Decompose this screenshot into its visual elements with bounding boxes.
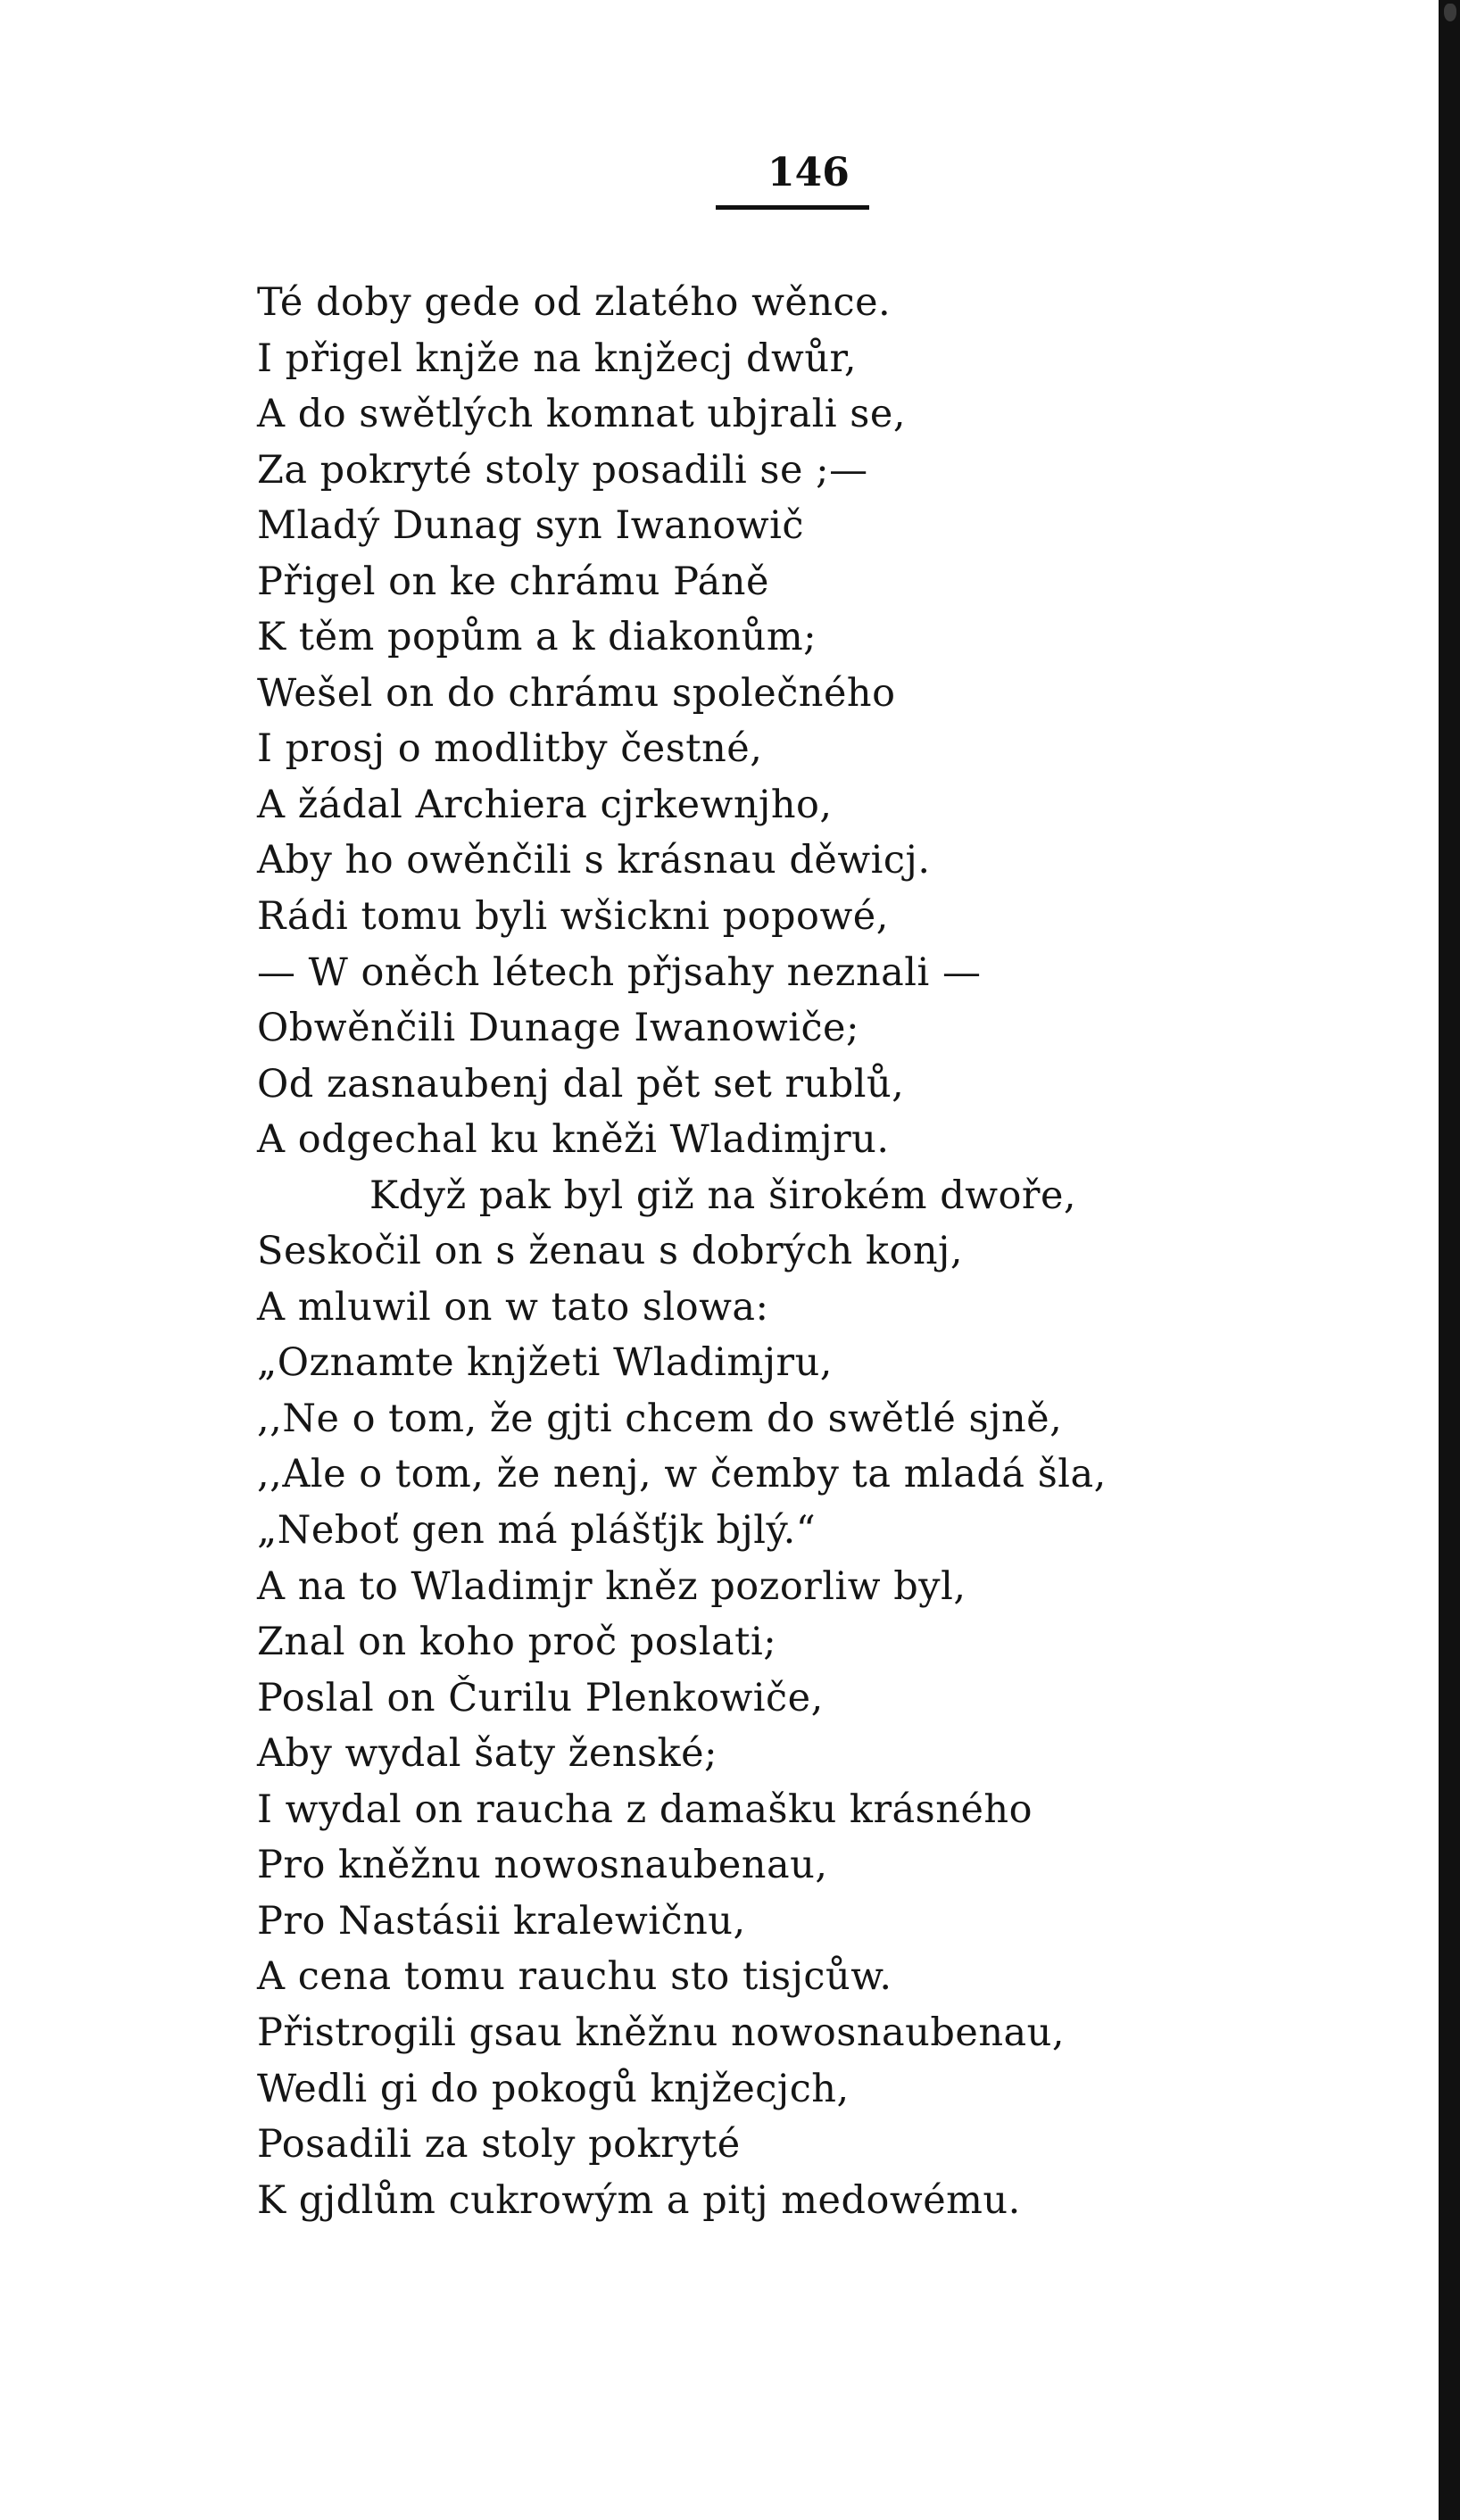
poem-line: Posadili za stoly pokryté	[257, 2122, 741, 2168]
poem-line: Wešel on do chrámu společného	[257, 670, 896, 716]
poem-line: Od zasnaubenj dal pět set rublů,	[257, 1061, 905, 1107]
poem-line: K gjdlům cukrowým a pitj medowému.	[257, 2177, 1021, 2223]
poem-line: Za pokryté stoly posadili se ;—	[257, 447, 868, 493]
poem-line: Wedli gi do pokogů knjžecjch,	[257, 2066, 850, 2111]
poem-line: Pro Nastásii kralewičnu,	[257, 1898, 746, 1944]
poem-line: Znal on koho proč poslati;	[257, 1620, 777, 1665]
poem-line: I prosj o modlitby čestné,	[257, 726, 763, 772]
poem-line: Té doby gede od zlatého wěnce.	[257, 280, 892, 325]
poem-line: Seskočil on s ženau s dobrých konj,	[257, 1229, 964, 1274]
poem-line: Když pak byl giž na širokém dwoře,	[369, 1173, 1077, 1218]
poem-text	[257, 275, 1203, 2228]
poem-line: Přigel on ke chrámu Páně	[257, 559, 769, 604]
poem-line: „Neboť gen má plášťjk bjlý.“	[257, 1508, 817, 1554]
poem-line: Obwěnčili Dunage Iwanowiče;	[257, 1006, 859, 1051]
page-number-rule	[716, 205, 869, 210]
poem-line: Aby ho owěnčili s krásnau děwicj.	[257, 838, 931, 883]
poem-line: K těm popům a k diakonům;	[257, 615, 817, 660]
poem-line: — W oněch létech přjsahy neznali —	[257, 949, 982, 995]
poem-line: A na to Wladimjr kněz pozorliw byl,	[257, 1563, 966, 1609]
poem-line: Aby wydal šaty ženské;	[257, 1731, 718, 1777]
poem-line: Mladý Dunag syn Iwanowič	[257, 503, 804, 549]
poem-line: A do swětlých komnat ubjrali se,	[257, 392, 906, 437]
poem-line: A žádal Archiera cjrkewnjho,	[257, 782, 833, 827]
poem-line: I přigel knjže na knjžecj dwůr,	[257, 336, 858, 381]
poem-line: A cena tomu rauchu sto tisjcůw.	[257, 1954, 892, 2000]
poem-line: A mluwil on w tato slowa:	[257, 1284, 769, 1330]
poem-line: Přistrogili gsau kněžnu nowosnaubenau,	[257, 2010, 1066, 2055]
page-edge-shadow	[1439, 0, 1460, 2520]
poem-line: Rádi tomu byli wšickni popowé,	[257, 894, 889, 940]
poem-line: „Oznamte knjžeti Wladimjru,	[257, 1340, 833, 1386]
poem-line: I wydal on raucha z damašku krásného	[257, 1786, 1033, 1832]
poem-line: ,,Ne o tom, že gjti chcem do swětlé sjně,	[257, 1396, 1063, 1441]
edge-mark	[1444, 4, 1456, 21]
page-number: 146	[767, 150, 850, 195]
poem-line: A odgechal ku kněži Wladimjru.	[257, 1117, 890, 1163]
poem-line: ,,Ale o tom, že nenj, w čemby ta mladá šla,	[257, 1452, 1107, 1497]
poem-line: Pro kněžnu nowosnaubenau,	[257, 1843, 828, 1888]
poem-line: Poslal on Čurilu Plenkowiče,	[257, 1675, 824, 1720]
